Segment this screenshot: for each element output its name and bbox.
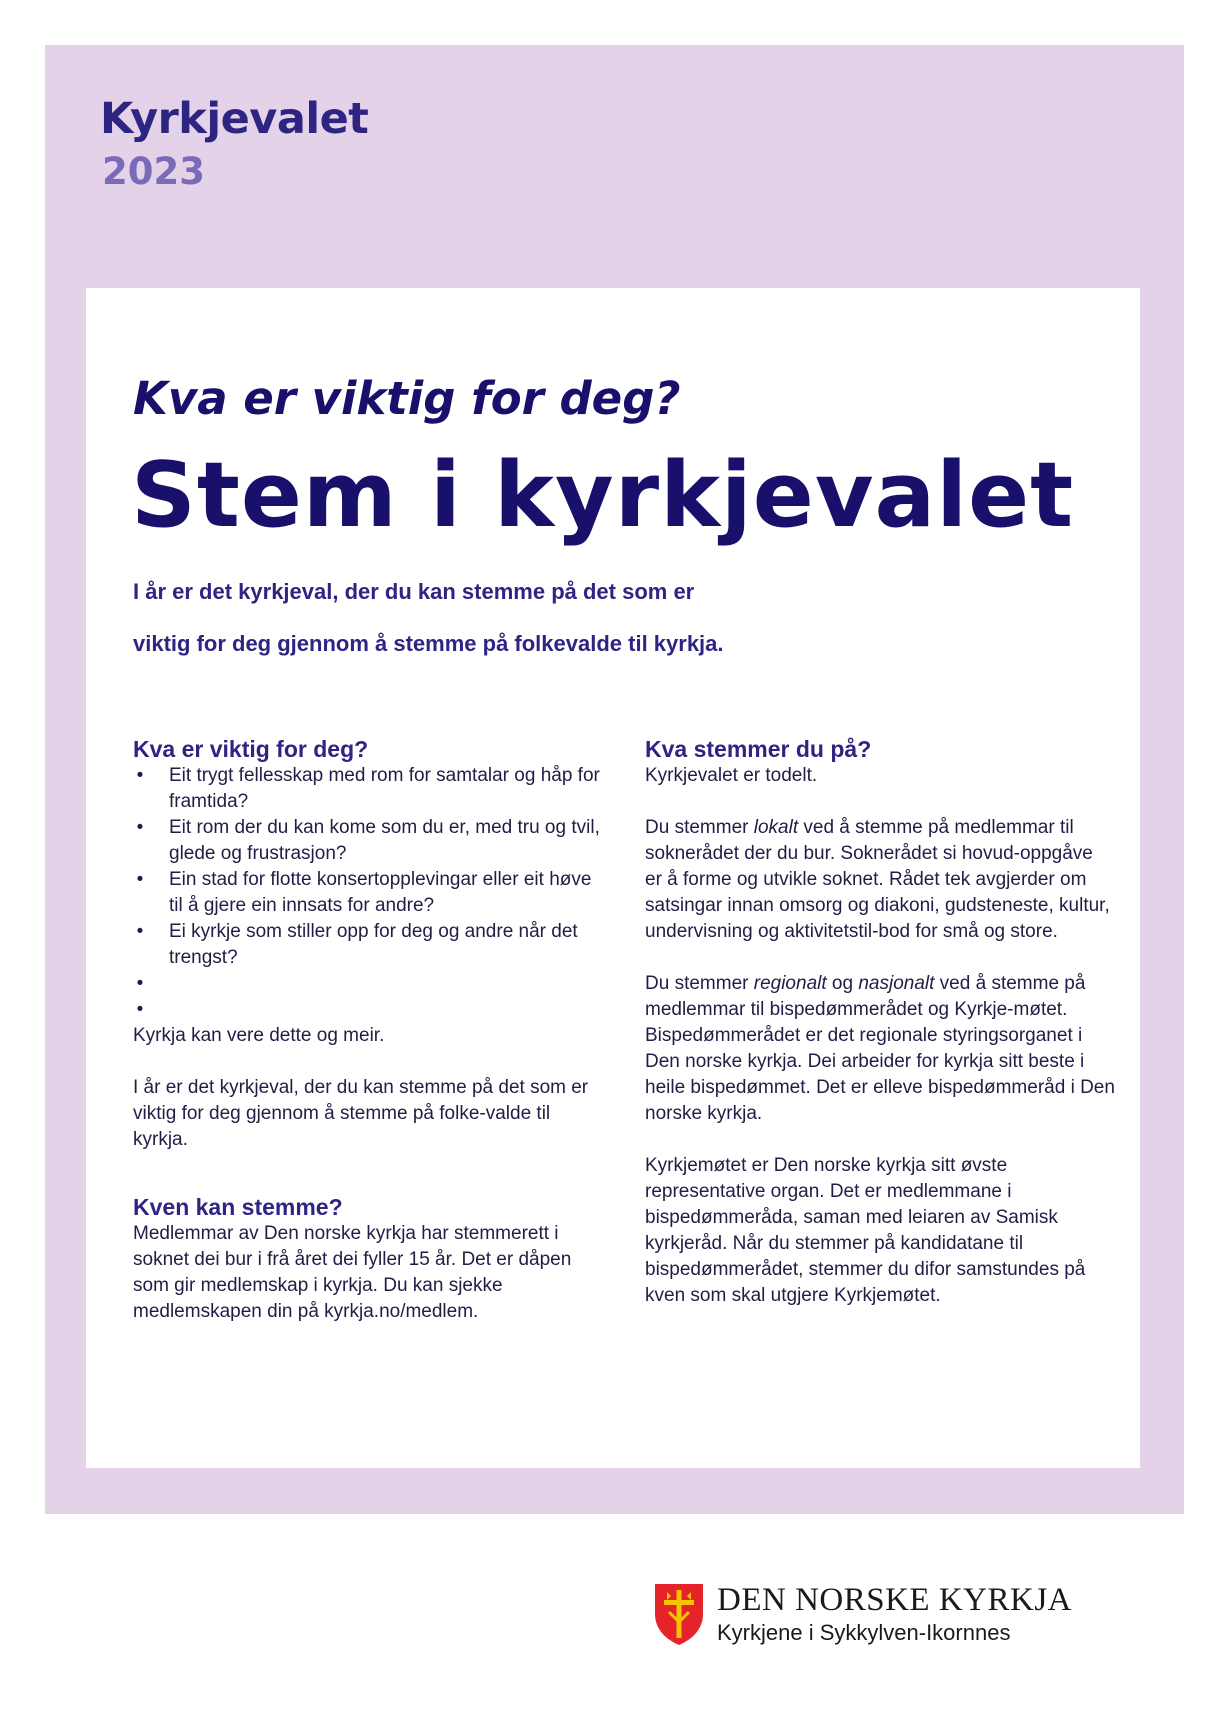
brand-year: 2023 xyxy=(102,150,205,193)
paragraph: Kyrkjemøtet er Den norske kyrkja sitt øvste representative organ. Det er medlemmane i bispedømmeråda, saman med leiaren av Samisk kyrkjeråd. Når du stemmer på kandidatane til bispedømmerådet, stemmer du difor samstundes på kven som skal utgjere Kyrkjemøtet. xyxy=(645,1155,1086,1306)
organization-logo xyxy=(653,1582,1073,1652)
left-column xyxy=(133,735,603,1325)
section-heading-what-matters: Kva er viktig for deg? xyxy=(133,736,369,762)
paragraph: Medlemmar av Den norske kyrkja har stemmerett i soknet dei bur i frå året dei fyller 15 år. Det er dåpen som gir medlemskap i kyrkja. Du kan sjekke medlemskapen din på kyrkja.no/medlem. xyxy=(133,1223,572,1322)
list-item: • Eit trygt fellesskap med rom for samtalar og håp for framtida? xyxy=(169,763,603,815)
list-item-empty xyxy=(169,971,603,997)
list-item: • Ei kyrkje som stiller opp for deg og andre når det trengst? xyxy=(169,919,603,971)
hero-kicker: Kva er viktig for deg? xyxy=(133,372,681,425)
hero-headline: Stem i kyrkjevalet xyxy=(131,443,1075,548)
church-shield-icon xyxy=(653,1582,705,1646)
paragraph: Du stemmer regionalt og nasjonalt ved å stemme på medlemmar til bispedømmerådet og Kyrkje-møtet. Bispedømmerådet er det regionale styringsorganet i Den norske kyrkja. Dei arbeider for kyrkja sitt beste i heile bispedømmet. Det er elleve bispedømmeråd i Den norske kyrkja. xyxy=(645,973,1115,1124)
list-item: • Ein stad for flotte konsertopplevingar eller eit høve til å gjere ein innsats for andre? xyxy=(169,867,603,919)
list-item: • Eit rom der du kan kome som du er, med tru og tvil, glede og frustrasjon? xyxy=(169,815,603,867)
organization-name: DEN NORSKE KYRKJA xyxy=(717,1582,1073,1618)
section-heading-who-can-vote: Kven kan stemme? xyxy=(133,1194,343,1220)
emphasis-local: lokalt xyxy=(753,817,799,838)
hero-intro xyxy=(133,577,724,681)
list-item-empty xyxy=(169,997,603,1023)
intro-line-1: I år er det kyrkjeval, der du kan stemme på det som er xyxy=(133,579,695,604)
organization-subtitle: Kyrkjene i Sykkylven-Ikornnes xyxy=(717,1620,1011,1645)
bullet-list xyxy=(133,763,603,1023)
paragraph: I år er det kyrkjeval, der du kan stemme på det som er viktig for deg gjennom å stemme på folke-valde til kyrkja. xyxy=(133,1077,589,1150)
intro-line-2: viktig for deg gjennom å stemme på folkevalde til kyrkja. xyxy=(133,631,724,656)
paragraph: Kyrkjevalet er todelt. xyxy=(645,765,818,786)
paragraph: Kyrkja kan vere dette og meir. xyxy=(133,1025,385,1046)
emphasis-national: nasjonalt xyxy=(858,973,935,994)
paragraph: Du stemmer lokalt ved å stemme på medlemmar til soknerådet der du bur. Soknerådet si hovud-oppgåve er å forme og utvikle soknet. Rådet tek avgjerder om satsingar innan omsorg og diakoni, gudsteneste, kultur, undervisning og aktivitetstil-bod for små og store. xyxy=(645,817,1110,942)
section-heading-what-you-vote-on: Kva stemmer du på? xyxy=(645,736,872,762)
brand-title: Kyrkjevalet xyxy=(100,94,369,144)
right-column xyxy=(645,735,1115,1309)
emphasis-regional: regionalt xyxy=(753,973,827,994)
